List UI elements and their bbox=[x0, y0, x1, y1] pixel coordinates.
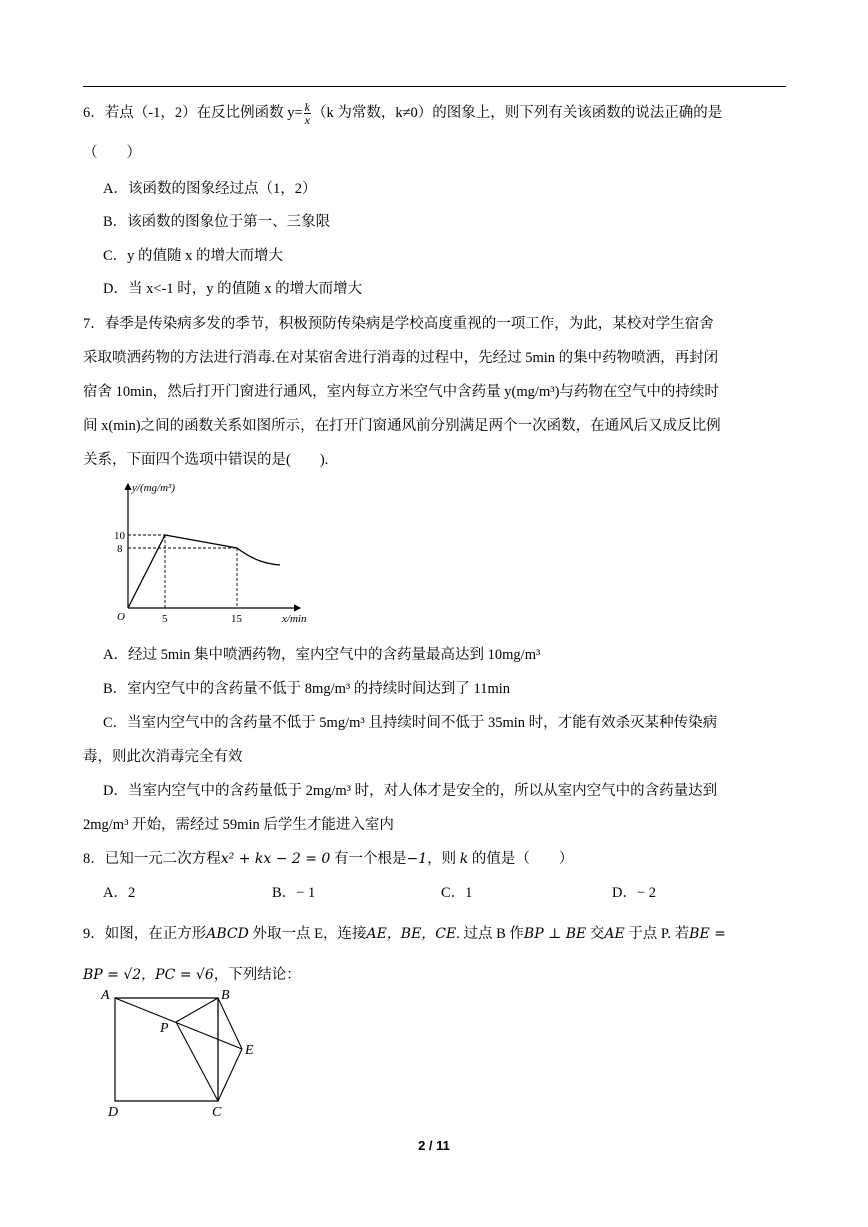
q7-option-c: C．当室内空气中的含药量不低于 5mg/m³ 且持续时间不低于 35min 时，才能有效杀灭某种传染病 bbox=[103, 715, 718, 731]
q9-line-1: 9．如图，在正方形ABCD 外取一点 E，连接AE，BE，CE. 过点 B 作BP ⊥ BE 交AE 于点 P. 若BE = bbox=[83, 926, 726, 942]
q6-option-c: C．y 的值随 x 的增大而增大 bbox=[103, 248, 284, 264]
q7-function-graph bbox=[108, 478, 308, 628]
q8-option-a: A．2 bbox=[103, 885, 136, 901]
label-c: C bbox=[212, 1105, 222, 1119]
q7-option-d-cont: 2mg/m³ 开始，需经过 59min 后学生才能进入室内 bbox=[83, 817, 394, 833]
x-tick-15: 15 bbox=[231, 613, 242, 625]
q7-line-4: 间 x(min)之间的函数关系如图所示，在打开门窗通风前分别满足两个一次函数，在通风后又成反比例 bbox=[83, 418, 721, 434]
q7-line-5: 关系，下面四个选项中错误的是( ). bbox=[83, 452, 329, 468]
y-tick-8: 8 bbox=[117, 543, 123, 555]
y-axis-label: y/(mg/m³) bbox=[132, 482, 176, 494]
q7-option-d: D．当室内空气中的含药量低于 2mg/m³ 时，对人体才是安全的，所以从室内空气中的含药量达到 bbox=[103, 783, 718, 799]
square-abcd bbox=[115, 998, 218, 1101]
q8-stem: 8．已知一元二次方程x² + kx − 2 = 0 有一个根是−1，则 k 的值是（ ） bbox=[83, 851, 574, 867]
x-tick-5: 5 bbox=[162, 613, 168, 625]
q6-option-a: A．该函数的图象经过点（1，2） bbox=[103, 181, 317, 197]
q8-option-d: D．− 2 bbox=[612, 885, 657, 901]
fraction-k-over-x: $\frac{k}{x}$ bbox=[304, 100, 310, 128]
q8-option-b: B．− 1 bbox=[272, 885, 316, 901]
q6-option-b: B．该函数的图象位于第一、三象限 bbox=[103, 214, 331, 230]
label-d: D bbox=[108, 1105, 119, 1119]
label-b: B bbox=[221, 988, 230, 1003]
q7-option-b: B．室内空气中的含药量不低于 8mg/m³ 的持续时间达到了 11min bbox=[103, 681, 510, 697]
page-number: 2 / 11 bbox=[418, 1138, 450, 1153]
q6-stem: 6．若点（-1，2）在反比例函数 y= $\frac{k}{x}$ （k 为常数，k≠0）的图象上，则下列有关该函数的说法正确的是 bbox=[83, 100, 723, 128]
q6-option-d: D．当 x<-1 时，y 的值随 x 的增大而增大 bbox=[103, 281, 363, 297]
q7-line-2: 采取喷洒药物的方法进行消毒.在对某宿舍进行消毒的过程中，先经过 5min 的集中药物喷洒，再封闭 bbox=[83, 350, 719, 366]
function-curve bbox=[128, 535, 280, 608]
header-rule bbox=[83, 86, 786, 87]
x-axis-label: x/min bbox=[282, 613, 307, 625]
q7-line-3: 宿舍 10min，然后打开门窗进行通风，室内每立方米空气中含药量 y(mg/m³)与药物在空气中的持续时 bbox=[83, 384, 719, 400]
segment-ae bbox=[115, 998, 242, 1049]
q7-option-c-cont: 毒，则此次消毒完全有效 bbox=[83, 749, 243, 765]
segment-bp bbox=[176, 998, 218, 1022]
q6-paren: （ ） bbox=[83, 145, 141, 161]
q9-line-2: BP = √2，PC = √6，下列结论： bbox=[83, 967, 301, 983]
origin-label: O bbox=[117, 611, 125, 623]
q7-line-1: 7．春季是传染病多发的季节，积极预防传染病是学校高度重视的一项工作，为此，某校对学生宿舍 bbox=[83, 316, 714, 332]
q8-equation: x² + kx − 2 = 0 bbox=[220, 851, 331, 867]
label-e: E bbox=[245, 1043, 254, 1058]
segment-ce bbox=[218, 1049, 242, 1101]
q9-square-figure bbox=[98, 984, 268, 1119]
y-tick-10: 10 bbox=[114, 530, 125, 542]
segment-pc bbox=[176, 1022, 218, 1101]
label-a: A bbox=[101, 988, 110, 1003]
q8-option-c: C．1 bbox=[441, 885, 473, 901]
q7-option-a: A．经过 5min 集中喷洒药物，室内空气中的含药量最高达到 10mg/m³ bbox=[103, 647, 541, 663]
label-p: P bbox=[160, 1021, 169, 1036]
